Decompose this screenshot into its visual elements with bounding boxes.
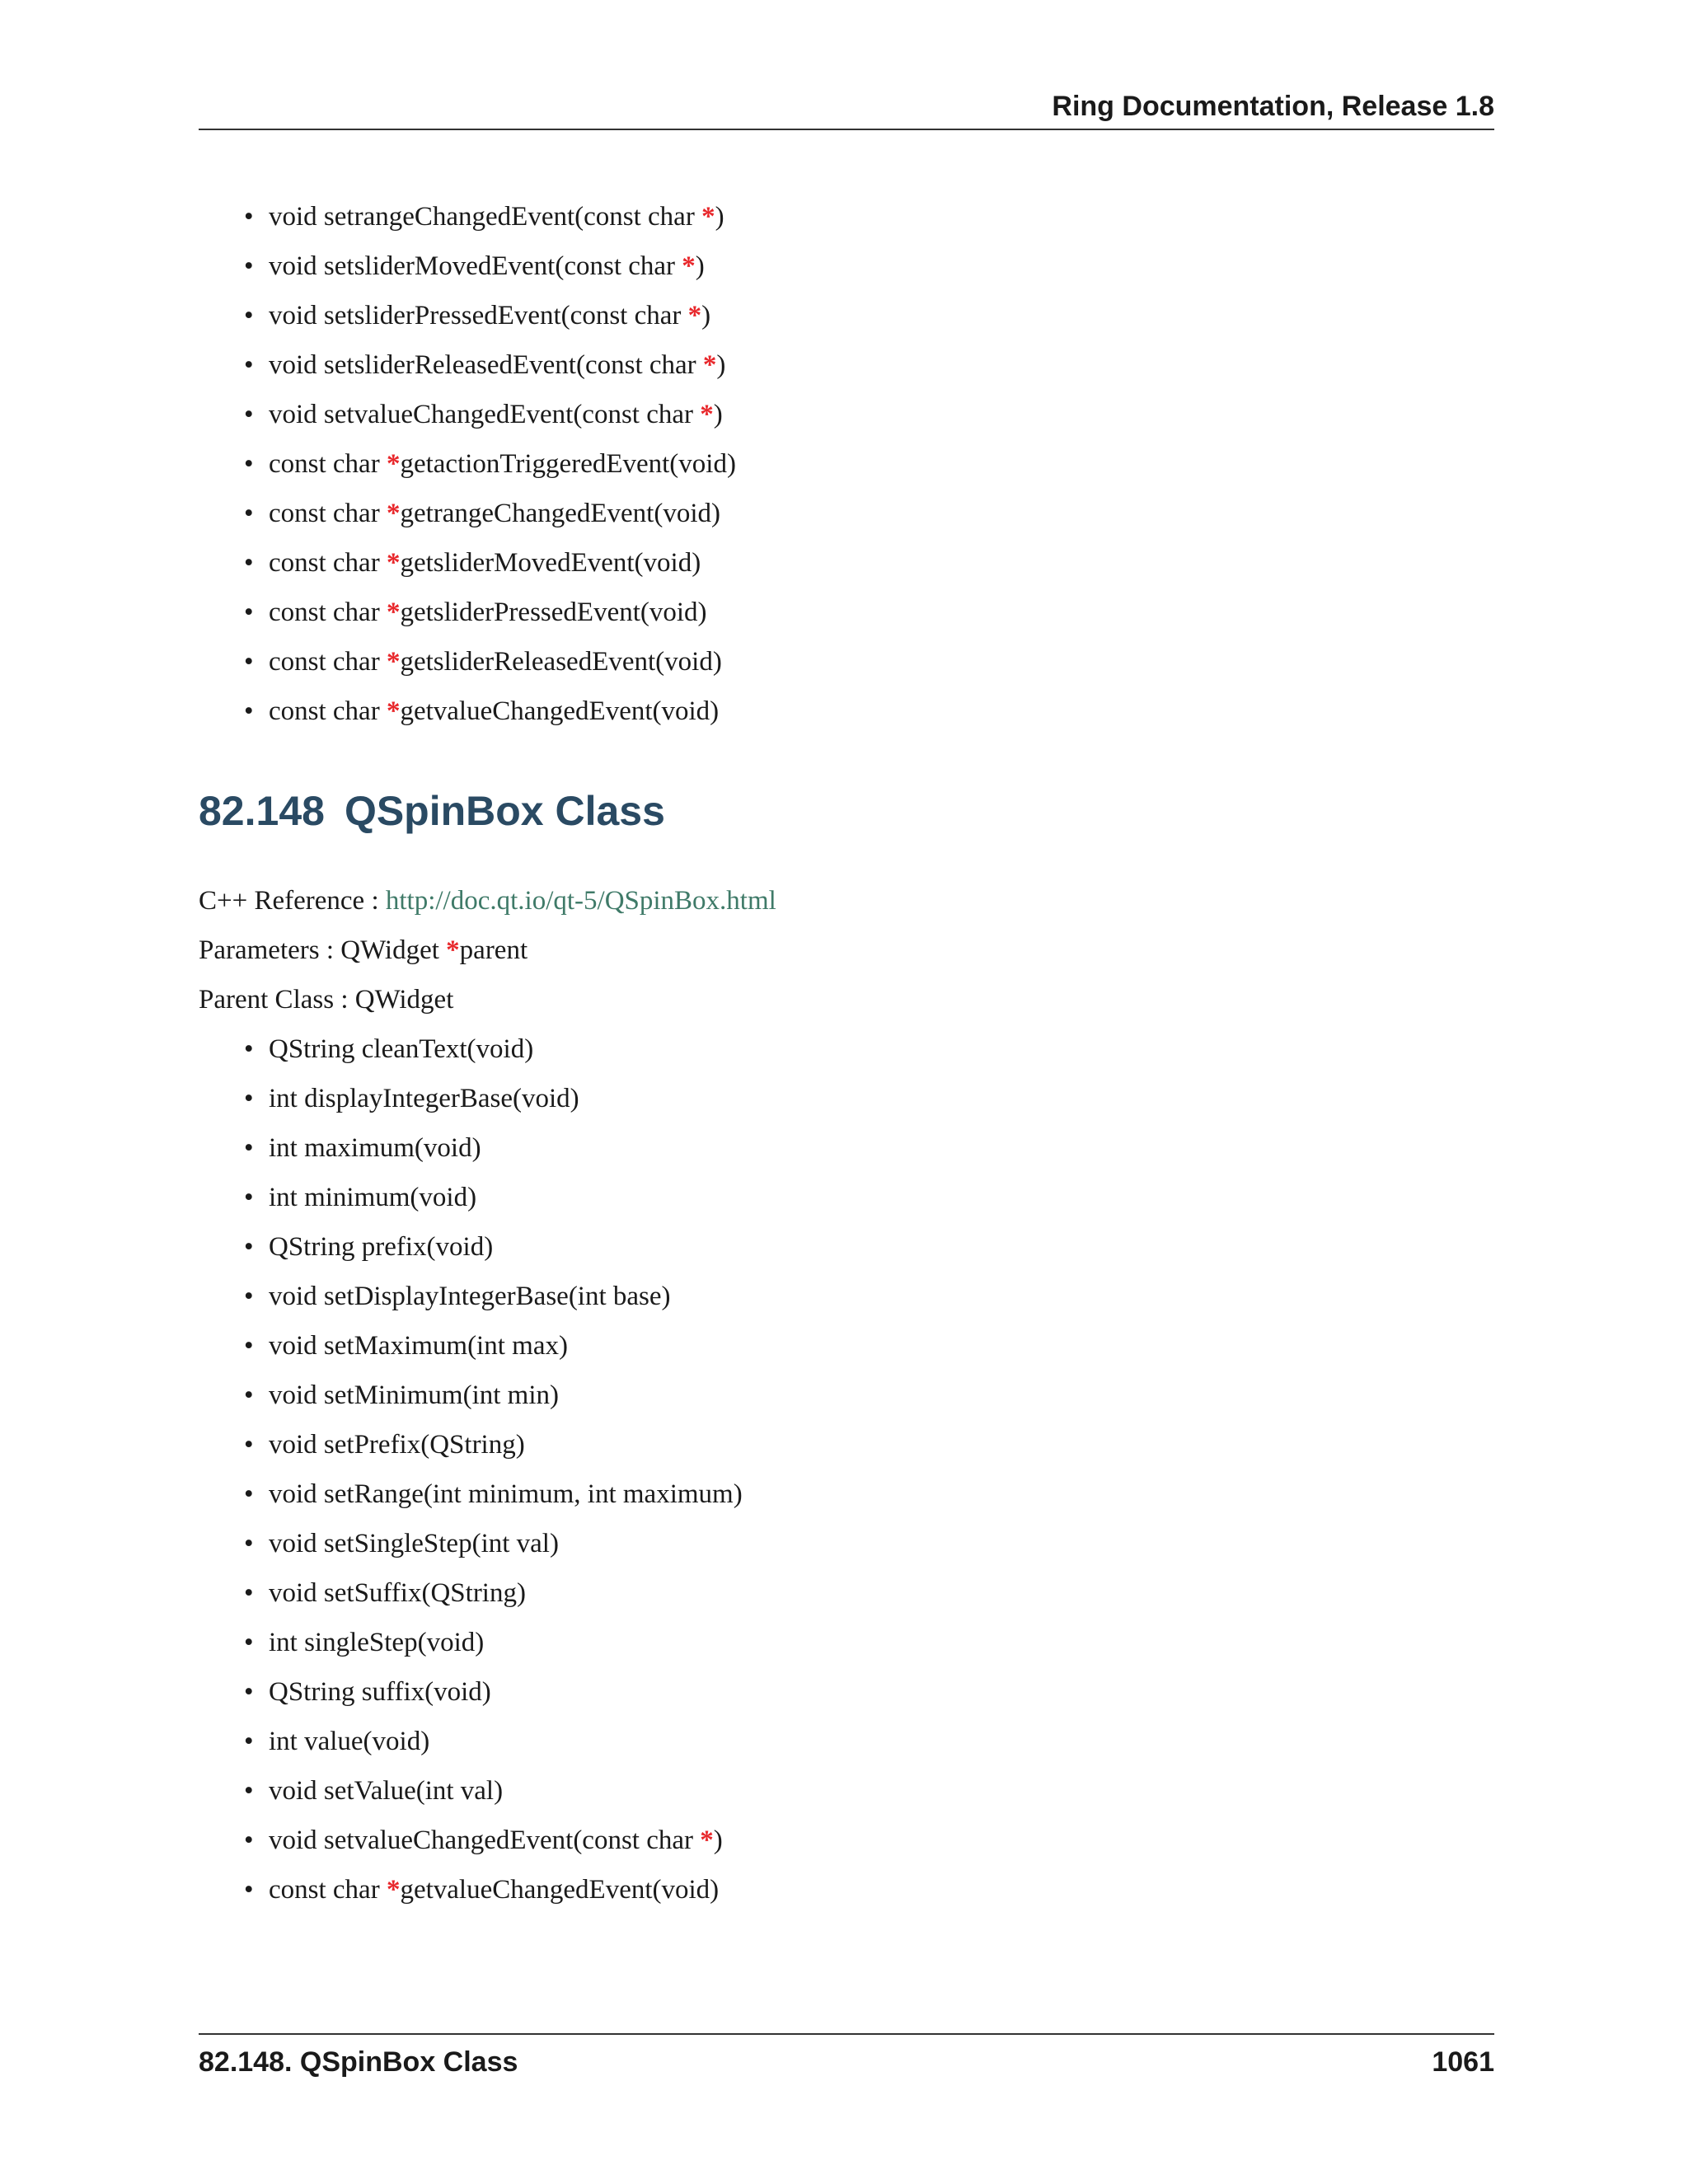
pointer-star: * (386, 696, 401, 726)
method-list-qspinbox (244, 1024, 743, 1915)
method-text-suffix: getsliderPressedEvent(void) (400, 598, 707, 627)
method-text-suffix: getvalueChangedEvent(void) (400, 1875, 720, 1905)
pointer-star: * (446, 935, 460, 965)
pointer-star: * (386, 598, 401, 627)
method-item (244, 1024, 743, 1074)
page-footer (199, 2033, 1494, 2084)
method-item (244, 439, 736, 489)
cpp-reference-link[interactable]: http://doc.qt.io/qt-5/QSpinBox.html (385, 886, 776, 916)
bullet-icon: • (244, 1628, 254, 1657)
bullet-icon: • (244, 1084, 254, 1113)
bullet-icon: • (244, 251, 254, 281)
method-item (244, 291, 736, 340)
method-item (244, 489, 736, 538)
method-text: void setMinimum(int min) (269, 1380, 559, 1410)
bullet-icon: • (244, 548, 254, 578)
bullet-icon: • (244, 1133, 254, 1163)
bullet-icon: • (244, 202, 254, 232)
method-text-suffix: getsliderReleasedEvent(void) (400, 647, 722, 677)
page-number: 1061 (1432, 2046, 1494, 2078)
bullet-icon: • (244, 1183, 254, 1212)
method-item (244, 340, 736, 390)
method-item (244, 1371, 743, 1420)
method-text: const char (269, 449, 387, 479)
method-item (244, 1568, 743, 1618)
method-item (244, 637, 736, 687)
pointer-star: * (386, 449, 401, 479)
pointer-star: * (386, 499, 401, 528)
bullet-icon: • (244, 1479, 254, 1509)
method-item (244, 1420, 743, 1469)
page-header (199, 89, 1494, 130)
method-item (244, 1173, 743, 1222)
method-list-previous-class (244, 192, 736, 736)
method-item (244, 1865, 743, 1915)
method-item (244, 1123, 743, 1173)
pointer-star: * (682, 251, 696, 281)
bullet-icon: • (244, 696, 254, 726)
method-text: void setsliderPressedEvent(const char (269, 301, 688, 330)
method-item (244, 390, 736, 439)
method-text-suffix: ) (701, 301, 711, 330)
method-text: void setMaximum(int max) (269, 1331, 568, 1361)
method-item (244, 1469, 743, 1519)
method-item (244, 1667, 743, 1717)
method-text: int maximum(void) (269, 1133, 481, 1163)
bullet-icon: • (244, 1776, 254, 1806)
method-item (244, 538, 736, 588)
pointer-star: * (687, 301, 702, 330)
parameters-line (199, 926, 528, 975)
method-text: void setrangeChangedEvent(const char (269, 202, 702, 232)
method-text: int value(void) (269, 1727, 430, 1756)
method-text-suffix: getvalueChangedEvent(void) (400, 696, 720, 726)
bullet-icon: • (244, 350, 254, 380)
parameters-label: Parameters : QWidget (199, 935, 447, 965)
method-item (244, 1717, 743, 1766)
method-text: void setvalueChangedEvent(const char (269, 1825, 701, 1855)
bullet-icon: • (244, 1430, 254, 1460)
pointer-star: * (700, 400, 714, 429)
bullet-icon: • (244, 400, 254, 429)
bullet-icon: • (244, 1034, 254, 1064)
section-number: 82.148 (199, 788, 325, 834)
method-text: void setPrefix(QString) (269, 1430, 525, 1460)
method-item (244, 687, 736, 736)
pointer-star: * (386, 647, 401, 677)
method-text: void setRange(int minimum, int maximum) (269, 1479, 743, 1509)
method-text-suffix: getrangeChangedEvent(void) (400, 499, 720, 528)
bullet-icon: • (244, 1380, 254, 1410)
section-title: QSpinBox Class (344, 788, 665, 834)
bullet-icon: • (244, 1331, 254, 1361)
method-item (244, 192, 736, 241)
method-item (244, 1816, 743, 1865)
pointer-star: * (700, 1825, 714, 1855)
bullet-icon: • (244, 1875, 254, 1905)
method-text-suffix: ) (713, 400, 723, 429)
method-text: const char (269, 499, 387, 528)
method-text-suffix: ) (715, 202, 724, 232)
method-item (244, 241, 736, 291)
method-item (244, 1222, 743, 1272)
method-text-suffix: getactionTriggeredEvent(void) (400, 449, 736, 479)
method-text: QString cleanText(void) (269, 1034, 534, 1064)
section-heading (199, 787, 665, 835)
cpp-reference-label: C++ Reference : (199, 886, 386, 916)
method-item (244, 1272, 743, 1321)
method-item (244, 1321, 743, 1371)
cpp-reference-line (199, 876, 776, 926)
bullet-icon: • (244, 1825, 254, 1855)
bullet-icon: • (244, 1677, 254, 1707)
method-text: QString suffix(void) (269, 1677, 491, 1707)
pointer-star: * (386, 548, 401, 578)
footer-section-label: 82.148. QSpinBox Class (199, 2046, 518, 2078)
bullet-icon: • (244, 1529, 254, 1558)
bullet-icon: • (244, 647, 254, 677)
pointer-star: * (386, 1875, 401, 1905)
pointer-star: * (702, 350, 717, 380)
method-text: const char (269, 598, 387, 627)
method-text: int singleStep(void) (269, 1628, 485, 1657)
method-text: void setsliderReleasedEvent(const char (269, 350, 703, 380)
bullet-icon: • (244, 1727, 254, 1756)
method-item (244, 1618, 743, 1667)
method-text: void setSingleStep(int val) (269, 1529, 559, 1558)
method-text: void setDisplayIntegerBase(int base) (269, 1282, 671, 1311)
method-text: void setSuffix(QString) (269, 1578, 526, 1608)
bullet-icon: • (244, 449, 254, 479)
bullet-icon: • (244, 598, 254, 627)
method-text-suffix: ) (695, 251, 705, 281)
method-text: int minimum(void) (269, 1183, 477, 1212)
bullet-icon: • (244, 499, 254, 528)
method-text: QString prefix(void) (269, 1232, 494, 1262)
parameters-name: parent (459, 935, 528, 965)
pointer-star: * (701, 202, 715, 232)
bullet-icon: • (244, 1282, 254, 1311)
bullet-icon: • (244, 1578, 254, 1608)
running-title: Ring Documentation, Release 1.8 (1052, 91, 1494, 122)
method-text: const char (269, 1875, 387, 1905)
bullet-icon: • (244, 1232, 254, 1262)
method-item (244, 1074, 743, 1123)
method-text: const char (269, 548, 387, 578)
method-text-suffix: ) (713, 1825, 723, 1855)
method-text: void setvalueChangedEvent(const char (269, 400, 701, 429)
method-text: const char (269, 647, 387, 677)
parent-class-line: Parent Class : QWidget (199, 985, 454, 1015)
method-text: void setValue(int val) (269, 1776, 504, 1806)
method-text-suffix: ) (716, 350, 726, 380)
method-text: void setsliderMovedEvent(const char (269, 251, 682, 281)
method-text: int displayIntegerBase(void) (269, 1084, 579, 1113)
method-item (244, 1519, 743, 1568)
method-item (244, 588, 736, 637)
method-text: const char (269, 696, 387, 726)
method-item (244, 1766, 743, 1816)
bullet-icon: • (244, 301, 254, 330)
method-text-suffix: getsliderMovedEvent(void) (400, 548, 701, 578)
